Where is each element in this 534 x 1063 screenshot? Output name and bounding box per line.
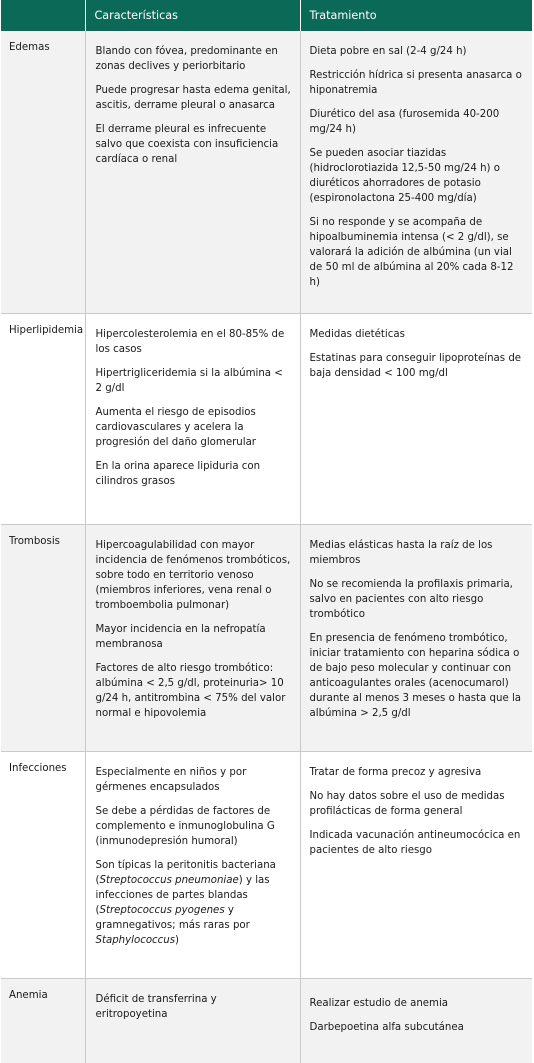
- row-label-trombosis: Trombosis: [1, 525, 85, 752]
- header-tratamiento: Tratamiento: [300, 0, 532, 31]
- caracteristicas-cell-infecciones: [85, 752, 300, 979]
- table-row-anemia: [1, 979, 532, 1063]
- caracteristicas-cell-anemia: [85, 979, 300, 1063]
- list-item: El derrame pleural es infrecuente salvo que coexista con insuficiencia cardíaca o renal: [96, 122, 292, 167]
- list-item: Se debe a pérdidas de factores de complemento e inmunoglobulina G (inmunodepresión humoral): [96, 804, 292, 849]
- list-item: Diurético del asa (furosemida 40-200 mg/24 h): [310, 107, 527, 137]
- list-item: Realizar estudio de anemia: [310, 996, 527, 1011]
- sindrome-nefrotico-table: [1, 0, 532, 1063]
- row-label-edemas: Edemas: [1, 31, 85, 314]
- header-caracteristicas: Características: [85, 0, 300, 31]
- list-item: Hipercoagulabilidad con mayor incidencia de fenómenos trombóticos, sobre todo en territorio venoso (miembros inferiores, vena renal o tromboembolia pulmonar): [96, 538, 292, 613]
- species-name: Staphylococcus: [96, 935, 176, 946]
- tratamiento-cell-infecciones: [300, 752, 532, 979]
- list-item: Dieta pobre en sal (2-4 g/24 h): [310, 44, 527, 59]
- list-item: Medias elásticas hasta la raíz de los miembros: [310, 538, 527, 568]
- text-fragment: Son típicas la peritonitis bacteriana (: [96, 860, 276, 886]
- list-item: Déficit de transferrina y eritropoyetina: [96, 992, 292, 1022]
- list-item: Hipercolesterolemia en el 80-85% de los casos: [96, 327, 292, 357]
- list-item: Puede progresar hasta edema genital, ascitis, derrame pleural o anasarca: [96, 83, 292, 113]
- table-row-hiperlipidemia: [1, 314, 532, 525]
- species-name: Streptococcus pneumoniae: [99, 875, 238, 886]
- row-label-infecciones: Infecciones: [1, 752, 85, 979]
- list-item: Indicada vacunación antineumocócica en pacientes de alto riesgo: [310, 828, 527, 858]
- list-item: No hay datos sobre el uso de medidas profilácticas de forma general: [310, 789, 527, 819]
- list-item: Darbepoetina alfa subcutánea: [310, 1020, 527, 1035]
- species-name: Streptococcus pyogenes: [99, 905, 224, 916]
- list-item: Hipertrigliceridemia si la albúmina < 2 g/dl: [96, 366, 292, 396]
- header-empty-cell: [1, 0, 85, 31]
- table-row-trombosis: [1, 525, 532, 752]
- row-label-hiperlipidemia: Hiperlipidemia: [1, 314, 85, 525]
- text-fragment: y gramnegativos; más raras por: [96, 905, 250, 931]
- table-header-row: [1, 0, 532, 31]
- list-item: Aumenta el riesgo de episodios cardiovasculares y acelera la progresión del daño glomerular: [96, 405, 292, 450]
- tratamiento-cell-edemas: [300, 31, 532, 314]
- list-item: En presencia de fenómeno trombótico, iniciar tratamiento con heparina sódica o de bajo peso molecular y continuar con anticoagulantes orales (acenocumarol) durante al menos 3 meses o hasta que la albúmina > 2,5 g/dl: [310, 631, 527, 721]
- list-item: Blando con fóvea, predominante en zonas declives y periorbitario: [96, 44, 292, 74]
- list-item: Medidas dietéticas: [310, 327, 527, 342]
- tratamiento-cell-trombosis: [300, 525, 532, 752]
- list-item: Si no responde y se acompaña de hipoalbuminemia intensa (< 2 g/dl), se valorará la adición de albúmina (un vial de 50 ml de albúmina al 20% cada 8-12 h): [310, 215, 527, 290]
- text-fragment: ): [175, 935, 179, 946]
- list-item: En la orina aparece lipiduria con cilindros grasos: [96, 459, 292, 489]
- list-item: Mayor incidencia en la nefropatía membranosa: [96, 622, 292, 652]
- table-row-edemas: [1, 31, 532, 314]
- tratamiento-cell-hiperlipidemia: [300, 314, 532, 525]
- list-item: Especialmente en niños y por gérmenes encapsulados: [96, 765, 292, 795]
- list-item: [96, 858, 292, 948]
- list-item: Se pueden asociar tiazidas (hidroclorotiazida 12,5-50 mg/24 h) o diuréticos ahorradores de potasio (espironolactona 25-400 mg/día): [310, 146, 527, 206]
- list-item: Estatinas para conseguir lipoproteínas de baja densidad < 100 mg/dl: [310, 351, 527, 381]
- table-row-infecciones: [1, 752, 532, 979]
- list-item: Factores de alto riesgo trombótico: albúmina < 2,5 g/dl, proteinuria> 10 g/24 h, antitrombina < 75% del valor normal e hipovolemia: [96, 661, 292, 721]
- caracteristicas-cell-edemas: [85, 31, 300, 314]
- caracteristicas-cell-trombosis: [85, 525, 300, 752]
- row-label-anemia: Anemia: [1, 979, 85, 1063]
- caracteristicas-cell-hiperlipidemia: [85, 314, 300, 525]
- text-fragment: ) y las infecciones de partes blandas (: [96, 875, 270, 916]
- list-item: Restricción hídrica si presenta anasarca o hiponatremia: [310, 68, 527, 98]
- list-item: No se recomienda la profilaxis primaria, salvo en pacientes con alto riesgo trombótico: [310, 577, 527, 622]
- list-item: Tratar de forma precoz y agresiva: [310, 765, 527, 780]
- tratamiento-cell-anemia: [300, 979, 532, 1063]
